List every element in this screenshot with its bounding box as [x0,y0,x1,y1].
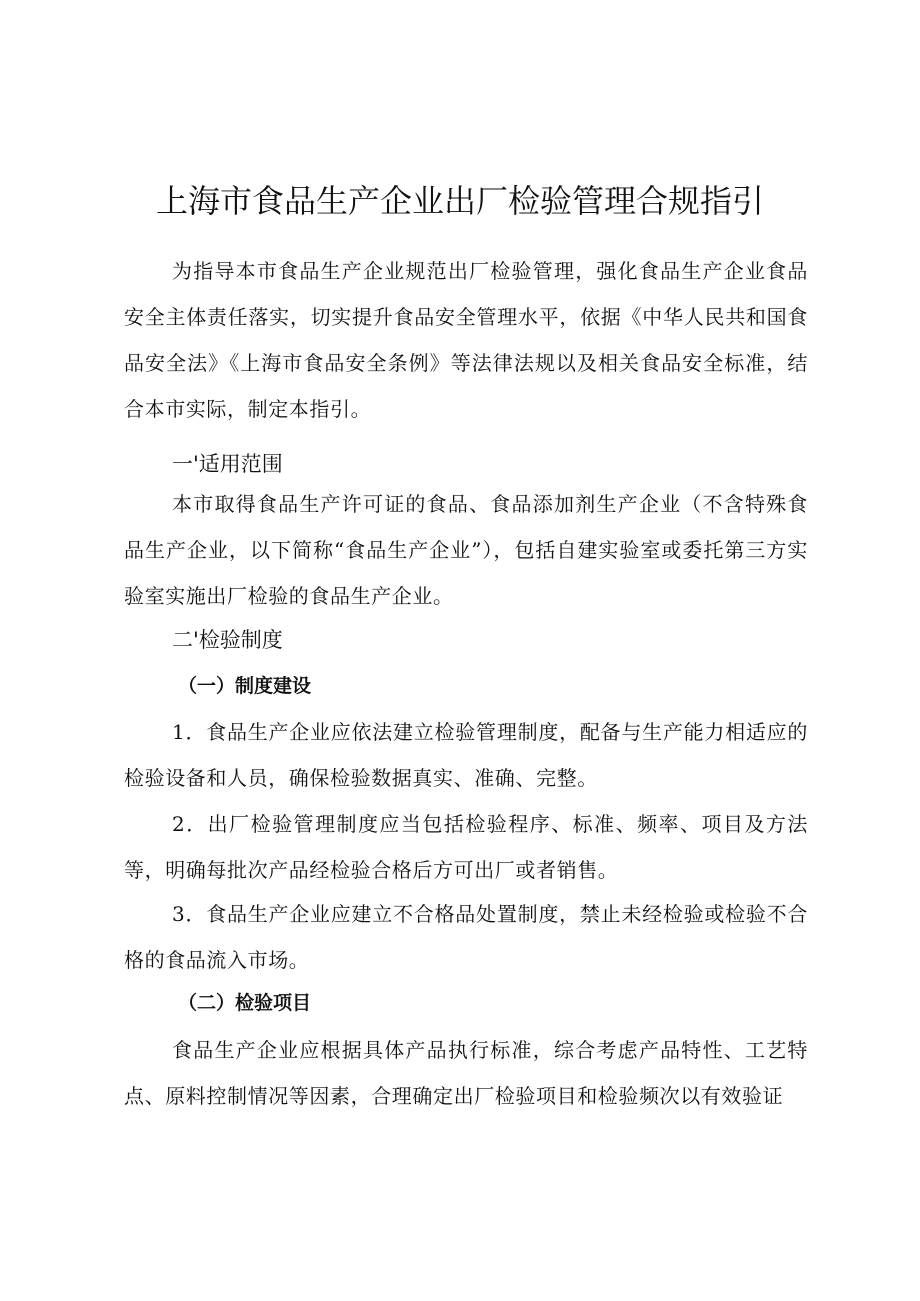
inspection-items-paragraph: 食品生产企业应根据具体产品执行标准，综合考虑产品特性、工艺特点、原料控制情况等因素，合理确定出厂检验项目和检验频次以有效验证 [124,1038,808,1108]
section-heading-scope: 一'适用范围 [172,452,283,476]
list-item-3: 3．食品生产企业应建立不合格品处置制度，禁止未经检验或检验不合格的食品流入市场。 [124,902,808,972]
section-heading-inspection-system: 二'检验制度 [172,628,283,652]
document-title: 上海市食品生产企业出厂检验管理合规指引 [155,182,764,220]
subsection-heading-inspection-items: （二）检验项目 [178,992,312,1014]
list-item-1: 1．食品生产企业应依法建立检验管理制度，配备与生产能力相适应的检验设备和人员，确保检验数据真实、准确、完整。 [124,720,808,790]
intro-paragraph: 为指导本市食品生产企业规范出厂检验管理，强化食品生产企业食品安全主体责任落实，切实提升食品安全管理水平，依据《中华人民共和国食品安全法》《上海市食品安全条例》等法律法规以及相关食品安全标准，结合本市实际，制定本指引。 [124,259,808,421]
subsection-heading-system-building: （一）制度建设 [178,675,312,697]
scope-paragraph: 本市取得食品生产许可证的食品、食品添加剂生产企业（不含特殊食品生产企业，以下简称“食品生产企业”），包括自建实验室或委托第三方实验室实施出厂检验的食品生产企业。 [124,492,808,608]
list-item-2: 2．出厂检验管理制度应当包括检验程序、标准、频率、项目及方法等，明确每批次产品经检验合格后方可出厂或者销售。 [124,812,808,882]
